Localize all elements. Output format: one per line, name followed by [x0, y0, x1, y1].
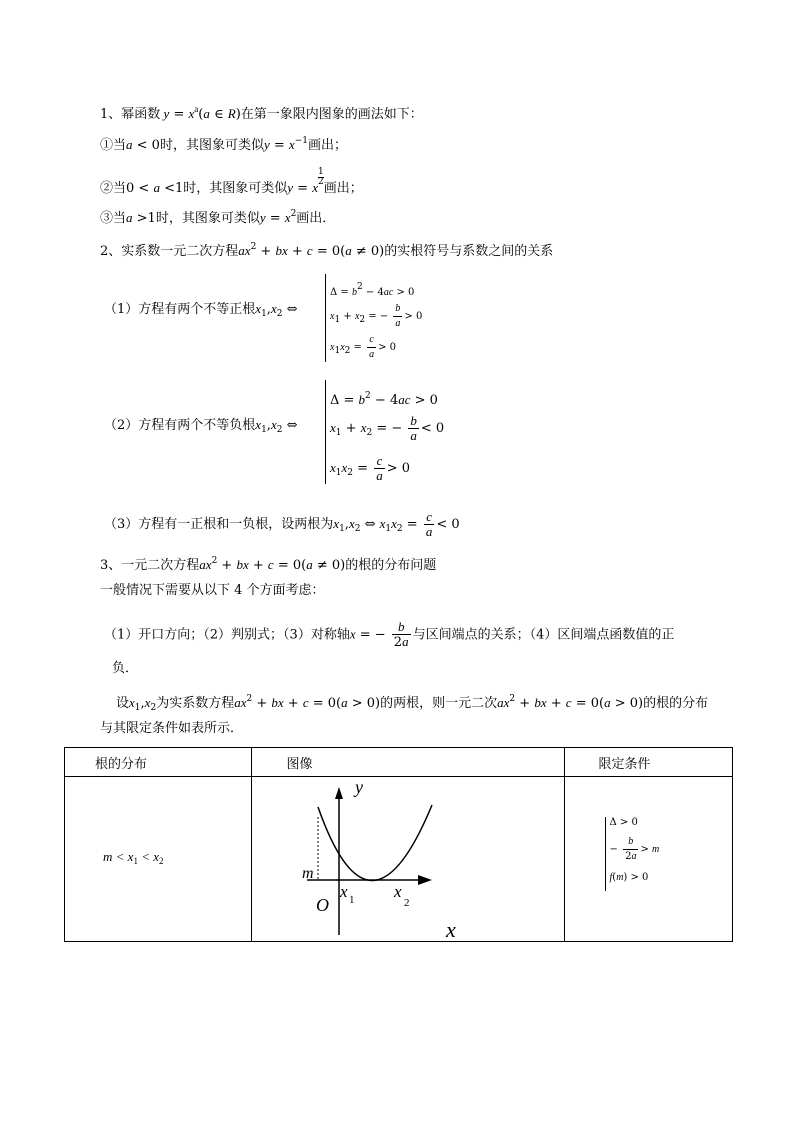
root-distribution-table: [64, 747, 733, 942]
s1-heading-rest: 在第一象限内图象的画法如下：: [240, 107, 423, 122]
s1-case2: ②当: [100, 181, 127, 196]
s3-heading: 3、一元二次方程: [100, 558, 200, 573]
y-axis-label: y: [355, 777, 364, 797]
s3-heading-rest: 的根的分布问题: [345, 558, 437, 573]
parabola-graph: [252, 777, 564, 941]
x2-subscript: 2: [404, 897, 410, 909]
table-header-conditions: 限定条件: [564, 748, 733, 777]
table-cell-conditions: Δ > 0 − $\frac{b}{2a}$ > m f(m) > 0: [564, 777, 733, 942]
s1-heading: 1、幂函数: [100, 107, 161, 122]
s3-para2-end: 负．: [112, 661, 139, 676]
s2-item1: （1）方程有两个不等正根: [104, 302, 256, 317]
x2-label: x: [394, 882, 402, 901]
s2-item3: （3）方程有一正根和一负根，设两根为: [104, 517, 334, 532]
s1-case1: ①当: [100, 138, 127, 153]
x1-label: x: [340, 882, 348, 901]
table-cell-distribution: $m < x_1 < x_2$: [65, 777, 252, 942]
table-header-distribution: 根的分布: [65, 748, 252, 777]
s3-para1: 一般情况下需要从以下 4 个方面考虑：: [100, 583, 325, 598]
origin-label: O: [316, 895, 330, 915]
table-cell-graph: [252, 777, 564, 942]
x1-subscript: 1: [349, 894, 355, 906]
s1-case3: ③当: [100, 211, 127, 226]
x-axis-label: x: [446, 917, 457, 941]
s2-heading: 2、实系数一元二次方程: [100, 244, 239, 259]
m-label: m: [302, 865, 314, 882]
s3-para4: 与其限定条件如表所示．: [100, 721, 244, 736]
s2-item2: （2）方程有两个不等负根: [104, 418, 256, 433]
s3-para3: 设: [116, 696, 130, 711]
s2-item1-brace: [325, 274, 326, 362]
s2-item2-brace: [325, 380, 326, 484]
s3-para2: （1）开口方向；（2）判别式；（3）对称轴: [104, 627, 350, 643]
table-header-graph: 图像: [252, 748, 564, 777]
s2-heading-rest: 的实根符号与系数之间的关系: [384, 244, 554, 259]
